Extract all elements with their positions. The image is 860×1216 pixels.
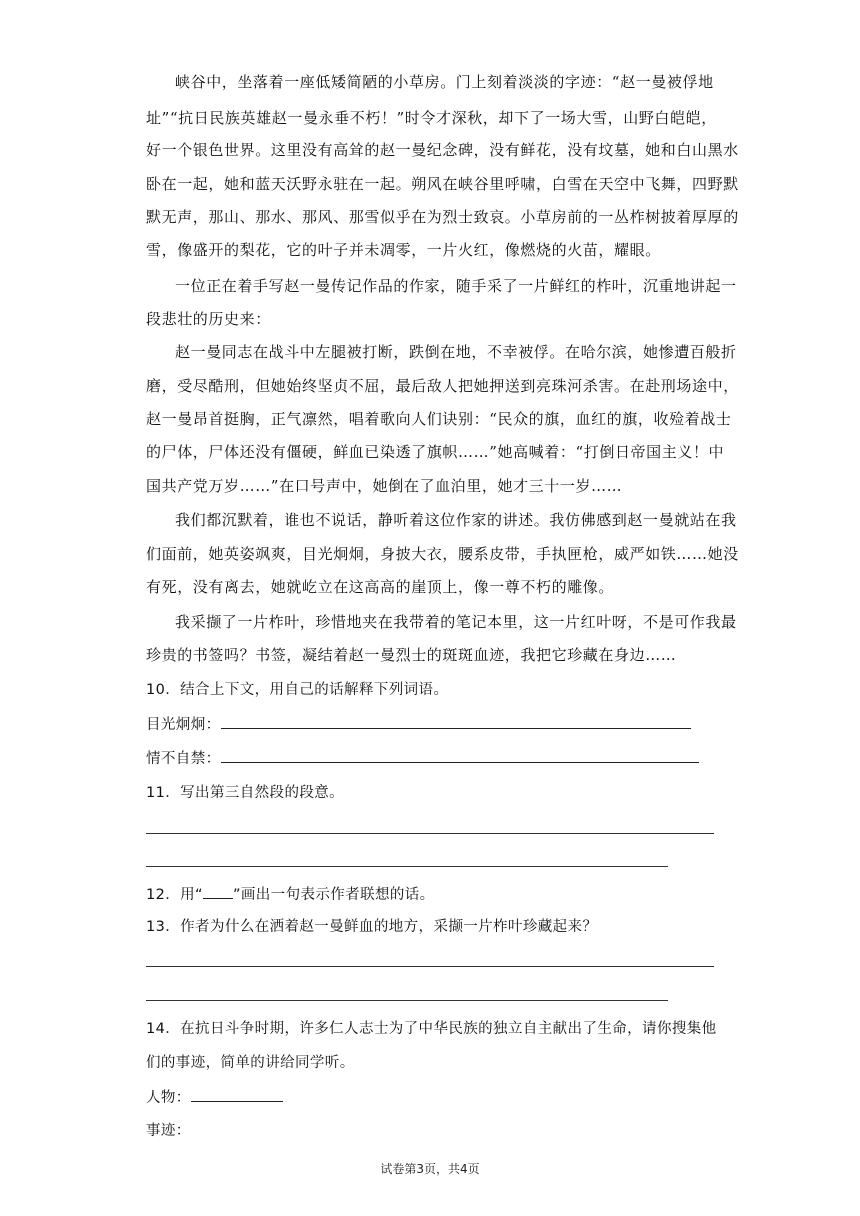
passage-line: 峡谷中，坐落着一座低矮简陋的小草房。门上刻着淡淡的字迹：“赵一曼被俘地 [175, 73, 714, 91]
term-label: 情不自禁： [146, 751, 221, 767]
underline-mark [203, 884, 233, 899]
question-12 [146, 884, 435, 905]
passage-line: 卧在一起，她和蓝天沃野永驻在一起。朔风在峡谷里呼啸，白雪在天空中飞舞，四野默 [146, 175, 739, 193]
page-footer: 试卷第3页，共4页 [380, 1162, 480, 1176]
answer-line[interactable] [146, 966, 714, 967]
passage-line: 我采撷了一片柞叶，珍惜地夹在我带着的笔记本里，这一片红叶呀，不是可作我最 [175, 613, 737, 631]
passage-line: 段悲壮的历史来： [146, 310, 271, 328]
question-12-suffix: ”画出一句表示作者联想的话。 [232, 887, 435, 903]
question-14-person [146, 1087, 283, 1108]
answer-blank[interactable] [191, 1087, 283, 1102]
passage-line: 址”“抗日民族英雄赵一曼永垂不朽！”时令才深秋，却下了一场大雪，山野白皑皑， [146, 109, 717, 127]
passage-line: 赵一曼昂首挺胸，正气凛然，唱着歌向人们诀别：“民众的旗，血红的旗，收殓着战士 [146, 410, 732, 428]
answer-line[interactable] [146, 866, 668, 867]
question-10: 10．结合上下文，用自己的话解释下列词语。 [146, 682, 449, 698]
term-label: 目光炯炯： [146, 717, 221, 733]
answer-line[interactable] [146, 1000, 668, 1001]
question-10-b [146, 748, 699, 769]
passage-line: 珍贵的书签吗？书签，凝结着赵一曼烈士的斑斑血迹，我把它珍藏在身边…… [146, 646, 677, 664]
question-12-prefix: 12．用“ [146, 887, 203, 903]
question-11: 11．写出第三自然段的段意。 [146, 785, 345, 801]
answer-blank[interactable] [221, 748, 699, 763]
question-13: 13．作者为什么在洒着赵一曼鲜血的地方，采撷一片柞叶珍藏起来？ [146, 919, 598, 935]
passage-line: 默无声，那山、那水、那风、那雪似乎在为烈士致哀。小草房前的一丛柞树披着厚厚的 [146, 208, 739, 226]
person-label: 人物： [146, 1090, 191, 1106]
passage-line: 磨，受尽酷刑，但她始终坚贞不屈，最后敌人把她押送到亮珠河杀害。在赴刑场途中， [146, 377, 739, 395]
answer-blank[interactable] [221, 714, 691, 729]
question-14-line-2: 们的事迹，简单的讲给同学听。 [146, 1055, 355, 1071]
answer-line[interactable] [146, 833, 714, 834]
passage-line: 雪，像盛开的梨花，它的叶子并未凋零，一片火红，像燃烧的火苗，耀眼。 [146, 241, 661, 259]
passage-line: 有死，没有离去，她就屹立在这高高的崖顶上，像一尊不朽的雕像。 [146, 578, 615, 596]
passage-line: 一位正在着手写赵一曼传记作品的作家，随手采了一片鲜红的柞叶，沉重地讲起一 [175, 277, 737, 295]
passage-line: 国共产党万岁……”在口号声中，她倒在了血泊里，她才三十一岁…… [146, 477, 623, 495]
question-14-line-1: 14．在抗日斗争时期，许多仁人志士为了中华民族的独立自主献出了生命，请你搜集他 [146, 1021, 717, 1037]
passage-line: 们面前，她英姿飒爽，目光炯炯，身披大衣，腰系皮带，手执匣枪，威严如铁……她没 [146, 545, 739, 563]
passage-line: 我们都沉默着，谁也不说话，静听着这位作家的讲述。我仿佛感到赵一曼就站在我 [175, 511, 737, 529]
passage-line: 的尸体，尸体还没有僵硬，鲜血已染透了旗帜……”她高喊着：“打倒日帝国主义！中 [146, 443, 725, 461]
question-14-deeds: 事迹： [146, 1123, 191, 1139]
passage-line: 赵一曼同志在战斗中左腿被打断，跌倒在地，不幸被俘。在哈尔滨，她惨遭百般折 [175, 343, 737, 361]
passage-line: 好一个银色世界。这里没有高耸的赵一曼纪念碑，没有鲜花，没有坟墓，她和白山黑水 [146, 141, 739, 159]
question-10-a [146, 714, 691, 735]
